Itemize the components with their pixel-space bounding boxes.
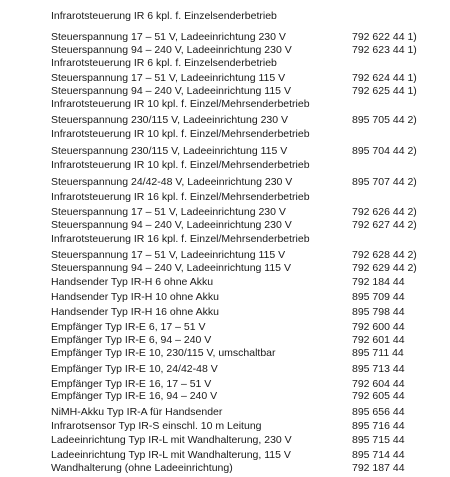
article-description: Steuerspannung 94 – 240 V, Ladeeinrichtung 115 V: [51, 85, 291, 97]
article-description: Handsender Typ IR-H 6 ohne Akku: [51, 276, 214, 288]
article-row: [51, 114, 450, 126]
article-description: Handsender Typ IR-H 10 ohne Akku: [51, 291, 219, 303]
article-row: [51, 434, 450, 446]
group-heading: [51, 233, 450, 245]
article-row: [51, 291, 450, 303]
article-description: Steuerspannung 17 – 51 V, Ladeeinrichtung 230 V: [51, 31, 286, 43]
article-description: Empfänger Typ IR-E 10, 230/115 V, umschaltbar: [51, 347, 276, 359]
article-number: 895 709 44: [352, 291, 405, 303]
article-row: [51, 334, 450, 346]
article-description: Ladeeinrichtung Typ IR-L mit Wandhalterung, 115 V: [51, 449, 291, 461]
article-description: Ladeeinrichtung Typ IR-L mit Wandhalterung, 230 V: [51, 434, 292, 446]
article-number: 792 605 44: [352, 390, 405, 402]
article-description: Empfänger Typ IR-E 10, 24/42-48 V: [51, 363, 218, 375]
article-number: 895 798 44: [352, 306, 405, 318]
article-description: Handsender Typ IR-H 16 ohne Akku: [51, 306, 219, 318]
article-row: [51, 206, 450, 218]
article-row: [51, 249, 450, 261]
article-number: 792 625 44 1): [352, 85, 417, 97]
article-number: 792 624 44 1): [352, 72, 417, 84]
article-description: Infrarotsteuerung IR 10 kpl. f. Einzel/Mehrsenderbetrieb: [51, 128, 310, 140]
article-description: Infrarotsteuerung IR 6 kpl. f. Einzelsenderbetrieb: [51, 57, 277, 69]
article-number: 792 601 44: [352, 334, 405, 346]
article-description: Infrarotsteuerung IR 16 kpl. f. Einzel/Mehrsenderbetrieb: [51, 233, 310, 245]
article-number: 895 711 44: [352, 347, 404, 359]
article-number: 895 715 44: [352, 434, 405, 446]
group-heading: [51, 10, 450, 22]
article-row: [51, 462, 450, 474]
article-number: 792 604 44: [352, 378, 405, 390]
article-row: [51, 347, 450, 359]
article-row: [51, 44, 450, 56]
article-number: 792 622 44 1): [352, 31, 417, 43]
article-row: [51, 378, 450, 390]
article-number: 895 656 44: [352, 406, 405, 418]
article-number: 895 705 44 2): [352, 114, 417, 126]
article-description: Steuerspannung 230/115 V, Ladeeinrichtung 230 V: [51, 114, 289, 126]
article-number: 895 707 44 2): [352, 176, 417, 188]
article-description: Steuerspannung 24/42-48 V, Ladeeinrichtung 230 V: [51, 176, 293, 188]
group-heading: [51, 159, 450, 171]
article-description: Empfänger Typ IR-E 6, 17 – 51 V: [51, 321, 206, 333]
article-row: [51, 145, 450, 157]
article-number: 792 628 44 2): [352, 249, 417, 261]
article-number: 895 714 44: [352, 449, 405, 461]
article-row: [51, 31, 450, 43]
article-row: [51, 406, 450, 418]
article-row: [51, 363, 450, 375]
article-description: Steuerspannung 94 – 240 V, Ladeeinrichtung 230 V: [51, 219, 292, 231]
article-row: [51, 276, 450, 288]
article-description: Steuerspannung 230/115 V, Ladeeinrichtung 115 V: [51, 145, 288, 157]
article-row: [51, 72, 450, 84]
group-heading: [51, 98, 450, 110]
article-description: Steuerspannung 94 – 240 V, Ladeeinrichtung 230 V: [51, 44, 292, 56]
article-row: [51, 449, 450, 461]
article-description: Infrarotsteuerung IR 16 kpl. f. Einzel/Mehrsenderbetrieb: [51, 191, 310, 203]
article-number: 792 627 44 2): [352, 219, 417, 231]
group-heading: [51, 128, 450, 140]
article-description: Steuerspannung 17 – 51 V, Ladeeinrichtung 230 V: [51, 206, 286, 218]
article-description: NiMH-Akku Typ IR-A für Handsender: [51, 406, 223, 418]
article-row: [51, 306, 450, 318]
article-row: [51, 85, 450, 97]
article-description: Infrarotsteuerung IR 10 kpl. f. Einzel/Mehrsenderbetrieb: [51, 159, 310, 171]
article-number: 792 623 44 1): [352, 44, 417, 56]
article-description: Infrarotsteuerung IR 10 kpl. f. Einzel/Mehrsenderbetrieb: [51, 98, 310, 110]
article-description: Infrarotsteuerung IR 6 kpl. f. Einzelsenderbetrieb: [51, 10, 277, 22]
article-row: [51, 390, 450, 402]
article-description: Steuerspannung 17 – 51 V, Ladeeinrichtung 115 V: [51, 249, 286, 261]
article-number: 895 713 44: [352, 363, 405, 375]
article-number: 895 716 44: [352, 420, 405, 432]
article-row: [51, 219, 450, 231]
group-heading: [51, 57, 450, 69]
group-heading: [51, 191, 450, 203]
article-row: [51, 262, 450, 274]
article-number: 792 629 44 2): [352, 262, 417, 274]
article-number: 792 626 44 2): [352, 206, 417, 218]
article-description: Infrarotsensor Typ IR-S einschl. 10 m Leitung: [51, 420, 262, 432]
article-number: 895 704 44 2): [352, 145, 417, 157]
article-description: Empfänger Typ IR-E 16, 17 – 51 V: [51, 378, 212, 390]
article-number: 792 187 44: [352, 462, 405, 474]
article-number: 792 184 44: [352, 276, 405, 288]
article-row: [51, 176, 450, 188]
article-number: 792 600 44: [352, 321, 405, 333]
article-description: Empfänger Typ IR-E 16, 94 – 240 V: [51, 390, 218, 402]
article-description: Steuerspannung 17 – 51 V, Ladeeinrichtung 115 V: [51, 72, 286, 84]
article-description: Wandhalterung (ohne Ladeeinrichtung): [51, 462, 233, 474]
article-description: Steuerspannung 94 – 240 V, Ladeeinrichtung 115 V: [51, 262, 291, 274]
article-row: [51, 420, 450, 432]
article-description: Empfänger Typ IR-E 6, 94 – 240 V: [51, 334, 212, 346]
article-row: [51, 321, 450, 333]
